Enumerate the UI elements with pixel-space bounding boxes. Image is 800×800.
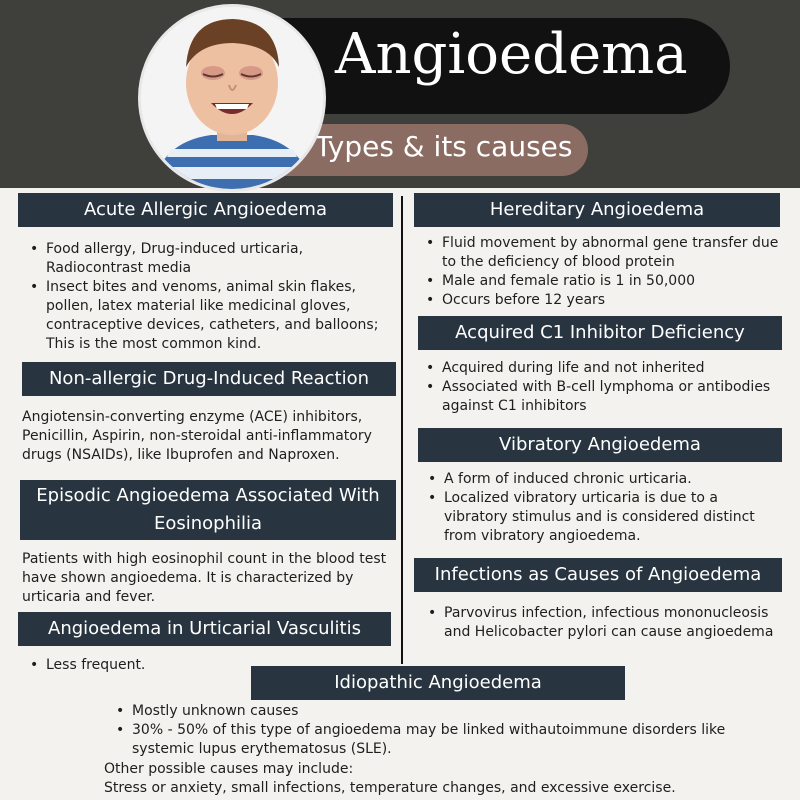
heading-episodic: Episodic Angioedema Associated With Eosinophilia — [20, 480, 396, 540]
heading-non-allergic: Non-allergic Drug-Induced Reaction — [22, 362, 396, 396]
heading-idiopathic: Idiopathic Angioedema — [251, 666, 625, 700]
child-photo — [138, 4, 326, 192]
list-item: • Acquired during life and not inherited — [420, 359, 780, 378]
heading-urticarial-vasculitis: Angioedema in Urticarial Vasculitis — [18, 612, 391, 646]
column-divider — [401, 196, 403, 664]
list-acute-allergic — [24, 240, 392, 354]
list-hereditary — [420, 234, 792, 310]
list-item: • Fluid movement by abnormal gene transfer due to the deficiency of blood protein — [420, 234, 792, 272]
list-item: • Less frequent. — [24, 656, 324, 675]
other-causes-label: Other possible causes may include: — [104, 761, 354, 777]
heading-acute-allergic: Acute Allergic Angioedema — [18, 193, 393, 227]
heading-hereditary: Hereditary Angioedema — [414, 193, 780, 227]
heading-acquired-c1: Acquired C1 Inhibitor Deficiency — [418, 316, 782, 350]
list-item: • Mostly unknown causes — [110, 702, 730, 721]
heading-infections: Infections as Causes of Angioedema — [414, 558, 782, 592]
list-item: • A form of induced chronic urticaria. — [422, 470, 782, 489]
list-item: • Male and female ratio is 1 in 50,000 — [420, 272, 792, 291]
page-subtitle: Types & its causes — [315, 130, 573, 163]
list-item: • Food allergy, Drug-induced urticaria, Radiocontrast media — [24, 240, 392, 278]
heading-vibratory: Vibratory Angioedema — [418, 428, 782, 462]
list-item: • Associated with B-cell lymphoma or antibodies against C1 inhibitors — [420, 378, 780, 416]
text-non-allergic: Angiotensin-converting enzyme (ACE) inhibitors, Penicillin, Aspirin, non-steroidal anti-inflammatory drugs (NSAIDs), like Ibuprofen and Naproxen. — [22, 409, 372, 463]
list-item: • Occurs before 12 years — [420, 291, 792, 310]
list-item: • Localized vibratory urticaria is due to a vibratory stimulus and is considered distinct from vibratory angioedema. — [422, 489, 782, 546]
text-episodic: Patients with high eosinophil count in the blood test have shown angioedema. It is characterized by urticaria and fever. — [22, 551, 387, 605]
list-item: • 30% - 50% of this type of angioedema may be linked withautoimmune disorders like systemic lupus erythematosus (SLE). — [110, 721, 730, 759]
list-vibratory — [422, 470, 782, 546]
list-acquired-c1 — [420, 359, 780, 416]
list-item: • Parvovirus infection, infectious mononucleosis and Helicobacter pylori can cause angioedema — [422, 604, 794, 642]
other-causes-text: Stress or anxiety, small infections, temperature changes, and excessive exercise. — [104, 780, 676, 796]
list-item: • Insect bites and venoms, animal skin flakes, pollen, latex material like medicinal gloves, contraceptive devices, catheters, and balloons; This is the most common kind. — [24, 278, 392, 354]
list-idiopathic — [110, 702, 730, 759]
page-title: Angioedema — [335, 22, 688, 87]
child-with-swollen-eyes-photo-icon — [141, 7, 323, 189]
list-infections — [422, 604, 794, 642]
